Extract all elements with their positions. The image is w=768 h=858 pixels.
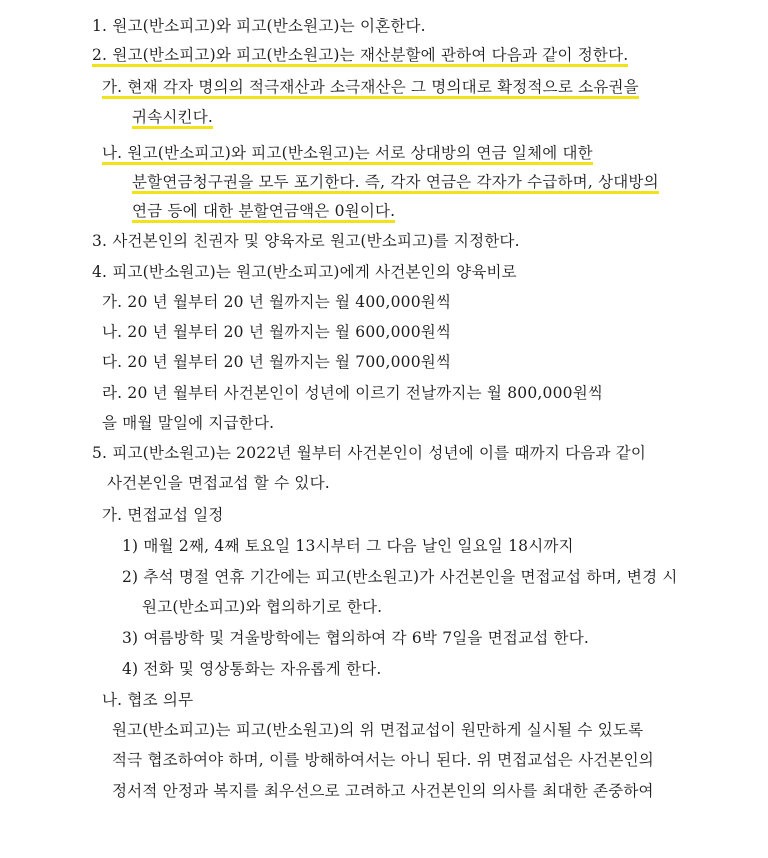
item-2-ga-cont: [132, 107, 213, 127]
item-5-ga-2-cont: 원고(반소피고)와 협의하기로 한다.: [142, 598, 383, 616]
item-2-na-text: 나. 원고(반소피고)와 피고(반소원고)는 서로 상대방의 연금 일체에 대한: [102, 144, 593, 165]
item-2-na-cont-2-text: 연금 등에 대한 분할연금액은 0원이다.: [132, 202, 395, 223]
item-5-na-para-3: 정서적 안정과 복지를 최우선으로 고려하고 사건본인의 의사를 최대한 존중하여: [112, 782, 654, 800]
item-4-ra: 라. 20 년 월부터 사건본인이 성년에 이르기 전날까지는 월 800,000원씩: [102, 384, 604, 402]
item-5-na-para-1: 원고(반소피고)는 피고(반소원고)의 위 면접교섭이 원만하게 실시될 수 있도록: [112, 721, 644, 739]
item-4-da: 다. 20 년 월부터 20 년 월까지는 월 700,000원씩: [102, 353, 452, 371]
item-5-cont: 사건본인을 면접교섭 할 수 있다.: [107, 474, 330, 492]
item-2-ga-text: 가. 현재 각자 명의의 적극재산과 소극재산은 그 명의대로 확정적으로 소유권을: [102, 78, 639, 99]
item-5-ga-1: 1) 매월 2째, 4째 토요일 13시부터 그 다음 날인 일요일 18시까지: [122, 537, 574, 555]
item-5-ga-3: 3) 여름방학 및 겨울방학에는 협의하여 각 6박 7일을 면접교섭 한다.: [122, 629, 590, 647]
item-5-na: 나. 협조 의무: [102, 691, 194, 709]
item-2-ga: [102, 77, 639, 97]
item-4-ga: 가. 20 년 월부터 20 년 월까지는 월 400,000원씩: [102, 293, 452, 311]
item-4-na: 나. 20 년 월부터 20 년 월까지는 월 600,000원씩: [102, 323, 452, 341]
item-2-na-cont-2: [132, 201, 395, 221]
item-2-text: 2. 원고(반소피고)와 피고(반소원고)는 재산분할에 관하여 다음과 같이 정한다.: [92, 46, 628, 67]
item-5-ga-4: 4) 전화 및 영상통화는 자유롭게 한다.: [122, 660, 382, 678]
item-5-ga: 가. 면접교섭 일정: [102, 506, 224, 524]
item-2-na-cont-1: [132, 172, 659, 192]
item-1: 1. 원고(반소피고)와 피고(반소원고)는 이혼한다.: [92, 17, 426, 35]
item-3: 3. 사건본인의 친권자 및 양육자로 원고(반소피고)를 지정한다.: [92, 232, 520, 250]
item-2: [92, 45, 628, 65]
item-5: 5. 피고(반소원고)는 2022년 월부터 사건본인이 성년에 이를 때까지 다음과 같이: [92, 444, 647, 462]
item-2-na: [102, 143, 593, 163]
item-2-ga-cont-text: 귀속시킨다.: [132, 108, 213, 129]
item-5-ga-2: 2) 추석 명절 연휴 기간에는 피고(반소원고)가 사건본인을 면접교섭 하며, 변경 시: [122, 568, 678, 586]
item-4-closing: 을 매월 말일에 지급한다.: [102, 414, 275, 432]
item-4: 4. 피고(반소원고)는 원고(반소피고)에게 사건본인의 양육비로: [92, 263, 517, 281]
item-2-na-cont-1-text: 분할연금청구권을 모두 포기한다. 즉, 각자 연금은 각자가 수급하며, 상대방의: [132, 173, 659, 194]
item-5-na-para-2: 적극 협조하여야 하며, 이를 방해하여서는 아니 된다. 위 면접교섭은 사건본인의: [112, 751, 654, 769]
